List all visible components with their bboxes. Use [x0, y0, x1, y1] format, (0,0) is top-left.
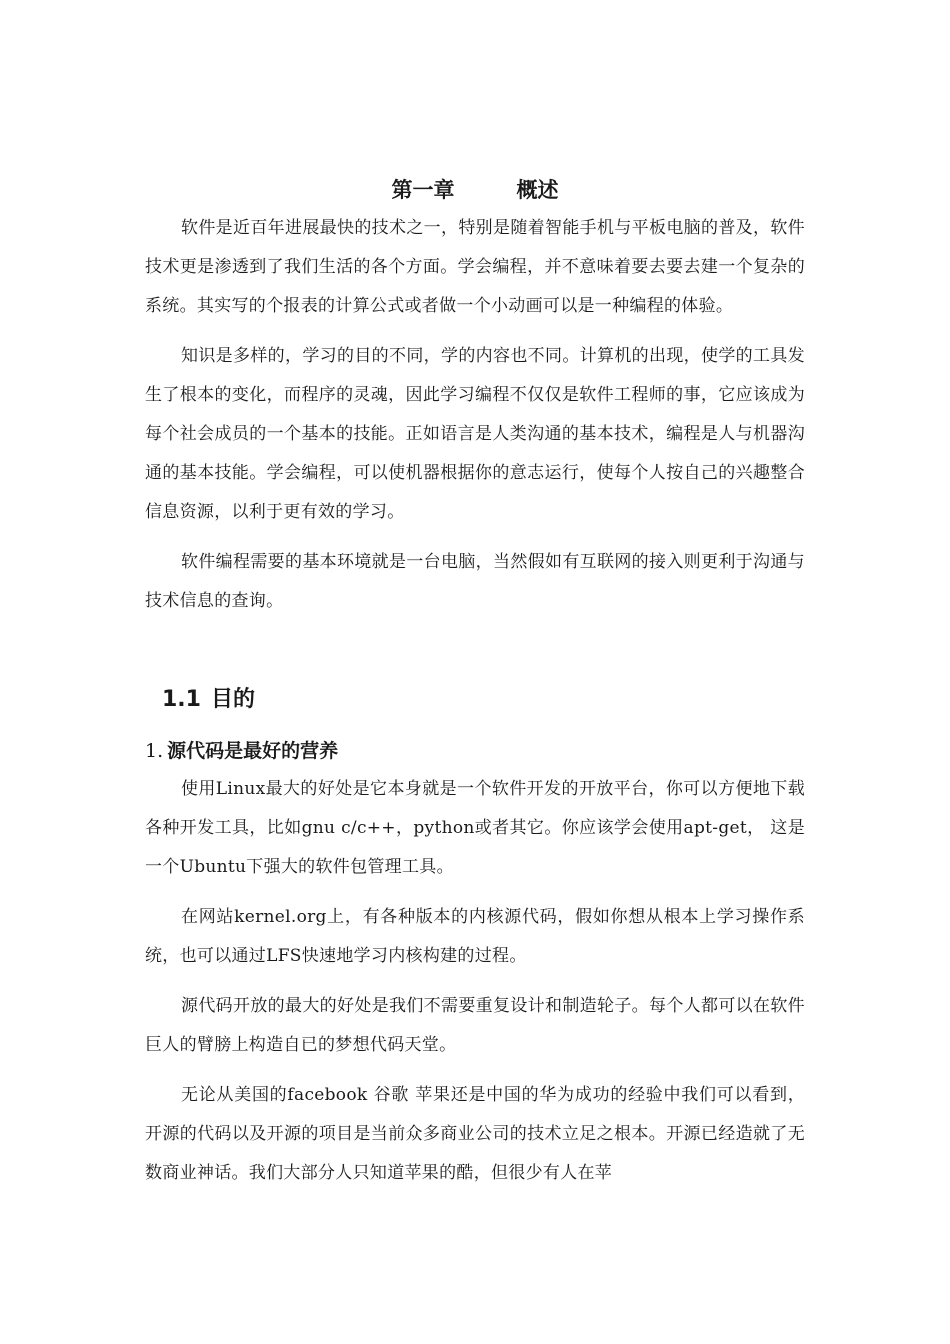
section-heading	[162, 682, 255, 718]
intro-paragraph: 软件是近百年进展最快的技术之一，特别是随着智能手机与平板电脑的普及，软件技术更是渗透到了我们生活的各个方面。学会编程，并不意味着要去要去建一个复杂的系统。其实写的个报表的计算公式或者做一个小动画可以是一种编程的体验。	[145, 218, 805, 316]
intro-paragraph: 软件编程需要的基本环境就是一台电脑，当然假如有互联网的接入则更利于沟通与技术信息的查询。	[145, 552, 805, 611]
subsection-body	[145, 770, 805, 1204]
chapter-name: 概述	[516, 178, 559, 202]
body-paragraph: 无论从美国的facebook 谷歌 苹果还是中国的华为成功的经验中我们可以看到，开源的代码以及开源的项目是当前众多商业公司的技术立足之根本。开源已经造就了无数商业神话。我们大部分人只知道苹果的酷，但很少有人在苹	[145, 1085, 805, 1183]
chapter-title	[0, 174, 950, 206]
section-title: 目的	[210, 687, 255, 712]
subsection-title: 源代码是最好的营养	[167, 740, 339, 762]
chapter-label: 第一章	[391, 178, 455, 202]
intro-section	[145, 209, 805, 632]
intro-paragraph: 知识是多样的，学习的目的不同，学的内容也不同。计算机的出现，使学的工具发生了根本的变化，而程序的灵魂，因此学习编程不仅仅是软件工程师的事，它应该成为每个社会成员的一个基本的技能。正如语言是人类沟通的基本技术，编程是人与机器沟通的基本技能。学会编程，可以使机器根据你的意志运行，使每个人按自己的兴趣整合信息资源，以利于更有效的学习。	[145, 346, 805, 522]
body-paragraph: 使用Linux最大的好处是它本身就是一个软件开发的开放平台，你可以方便地下载各种开发工具，比如gnu c/c++，python或者其它。你应该学会使用apt-get， 这是一个Ubuntu下强大的软件包管理工具。	[145, 779, 805, 877]
subsection-number: 1.	[145, 740, 164, 762]
body-paragraph: 源代码开放的最大的好处是我们不需要重复设计和制造轮子。每个人都可以在软件巨人的臂膀上构造自已的梦想代码天堂。	[145, 996, 805, 1055]
subsection-heading	[145, 735, 338, 767]
body-paragraph: 在网站kernel.org上，有各种版本的内核源代码，假如你想从根本上学习操作系统，也可以通过LFS快速地学习内核构建的过程。	[145, 907, 805, 966]
section-number: 1.1	[162, 687, 201, 712]
